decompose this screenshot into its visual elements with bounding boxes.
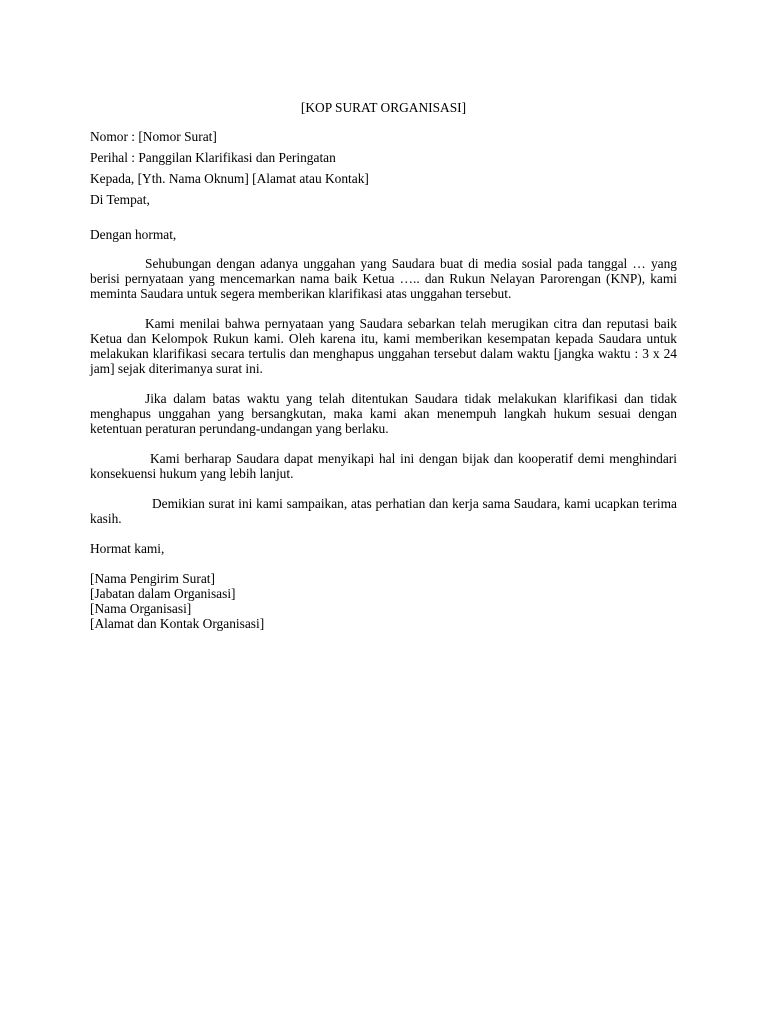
body-paragraph-5: Demikian surat ini kami sampaikan, atas perhatian dan kerja sama Saudara, kami ucapkan terima kasih. [90,496,677,526]
sender-position: [Jabatan dalam Organisasi] [90,586,236,601]
letter-place: Di Tempat, [90,192,150,207]
letter-closing: Hormat kami, [90,541,165,556]
letter-salutation: Dengan hormat, [90,227,177,242]
body-paragraph-3: Jika dalam batas waktu yang telah ditentukan Saudara tidak melakukan klarifikasi dan tidak menghapus unggahan yang bersangkutan, maka kami akan menempuh langkah hukum sesuai dengan ketentuan peraturan perundang-undangan yang berlaku. [90,391,677,436]
body-paragraph-4: Kami berharap Saudara dapat menyikapi hal ini dengan bijak dan kooperatif demi menghindari konsekuensi hukum yang lebih lanjut. [90,451,677,481]
signature-block [90,571,677,631]
organization-name: [Nama Organisasi] [90,601,192,616]
letter-body [90,100,677,631]
body-paragraph-1: Sehubungan dengan adanya unggahan yang Saudara buat di media sosial pada tanggal … yang berisi pernyataan yang mencemarkan nama baik Ketua ….. dan Rukun Nelayan Parorengan (KNP), kami meminta Saudara untuk segera memberikan klarifikasi atas unggahan tersebut. [90,256,677,301]
letter-subject: Perihal : Panggilan Klarifikasi dan Peringatan [90,150,336,165]
body-paragraph-2: Kami menilai bahwa pernyataan yang Saudara sebarkan telah merugikan citra dan reputasi baik Ketua dan Kelompok Rukun kami. Oleh karena itu, kami memberikan kesempatan kepada Saudara untuk melakukan klarifikasi secara tertulis dan menghapus unggahan tersebut dalam waktu [jangka waktu : 3 x 24 jam] sejak diterimanya surat ini. [90,316,677,376]
organization-contact: [Alamat dan Kontak Organisasi] [90,616,265,631]
letter-recipient: Kepada, [Yth. Nama Oknum] [Alamat atau Kontak] [90,171,369,186]
sender-name: [Nama Pengirim Surat] [90,571,215,586]
letterhead-placeholder: [KOP SURAT ORGANISASI] [300,100,467,115]
letter-number: Nomor : [Nomor Surat] [90,129,217,144]
